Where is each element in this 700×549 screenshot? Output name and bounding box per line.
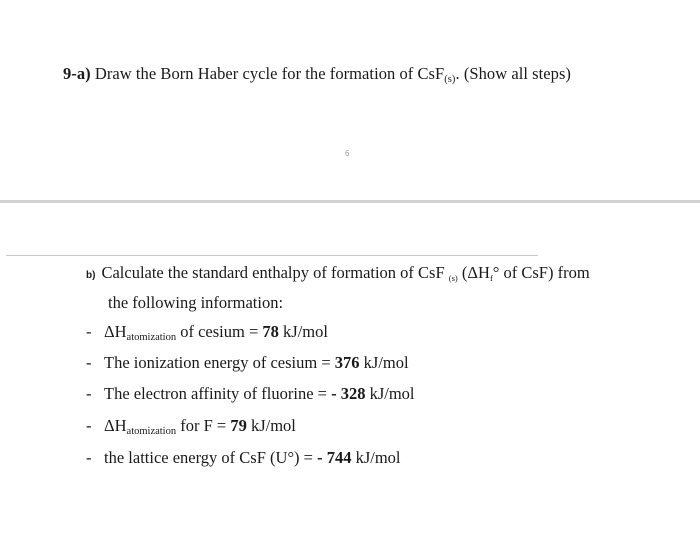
item-subscript: atomization [126,426,177,437]
given-item-5 [86,448,401,468]
item-dash: - [86,448,92,467]
intro-text-c: ° of CsF) from [492,263,590,282]
question-b-intro-line2: the following information: [108,293,284,312]
item-unit: kJ/mol [365,384,415,403]
item-subscript: atomization [126,332,177,343]
item-value: 376 [334,353,360,372]
item-value: - 328 [331,384,366,403]
given-item-2 [86,353,409,373]
question-a-prompt: Draw the Born Haber cycle for the formation of CsF [94,64,445,83]
question-a-prompt-end: . (Show all steps) [455,64,571,83]
intro-state: (s) [448,273,458,283]
item-unit: kJ/mol [359,353,409,372]
question-a-number: 9-a) [63,64,91,83]
thin-rule [6,255,538,256]
item-text: of cesium = [176,322,263,341]
item-text: The ionization energy of cesium = [104,353,335,372]
item-prefix: ΔH [104,322,127,341]
intro-text-a: Calculate the standard enthalpy of formation of CsF [101,263,445,282]
item-dash: - [86,322,92,341]
item-unit: kJ/mol [278,322,328,341]
question-b-intro-line1 [86,263,590,283]
page-mark: 6 [345,149,350,158]
item-dash: - [86,353,92,372]
item-text: for F = [176,416,231,435]
question-a-panel [0,0,700,200]
item-value: 78 [262,322,279,341]
question-a-state: (s) [444,74,456,85]
item-dash: - [86,416,92,435]
item-text: the lattice energy of CsF (U°) = [104,448,318,467]
question-a-text [63,64,571,85]
given-item-3 [86,384,415,404]
item-dash: - [86,384,92,403]
intro-sub-f: f [489,273,493,283]
given-item-1 [86,322,328,343]
item-unit: kJ/mol [351,448,401,467]
intro-text-b: (ΔH [461,263,490,282]
item-unit: kJ/mol [246,416,296,435]
item-value: - 744 [317,448,352,467]
question-b-label: b) [86,270,96,281]
item-text: The electron affinity of fluorine = [104,384,332,403]
item-value: 79 [230,416,247,435]
item-prefix: ΔH [104,416,127,435]
given-item-4 [86,416,296,437]
